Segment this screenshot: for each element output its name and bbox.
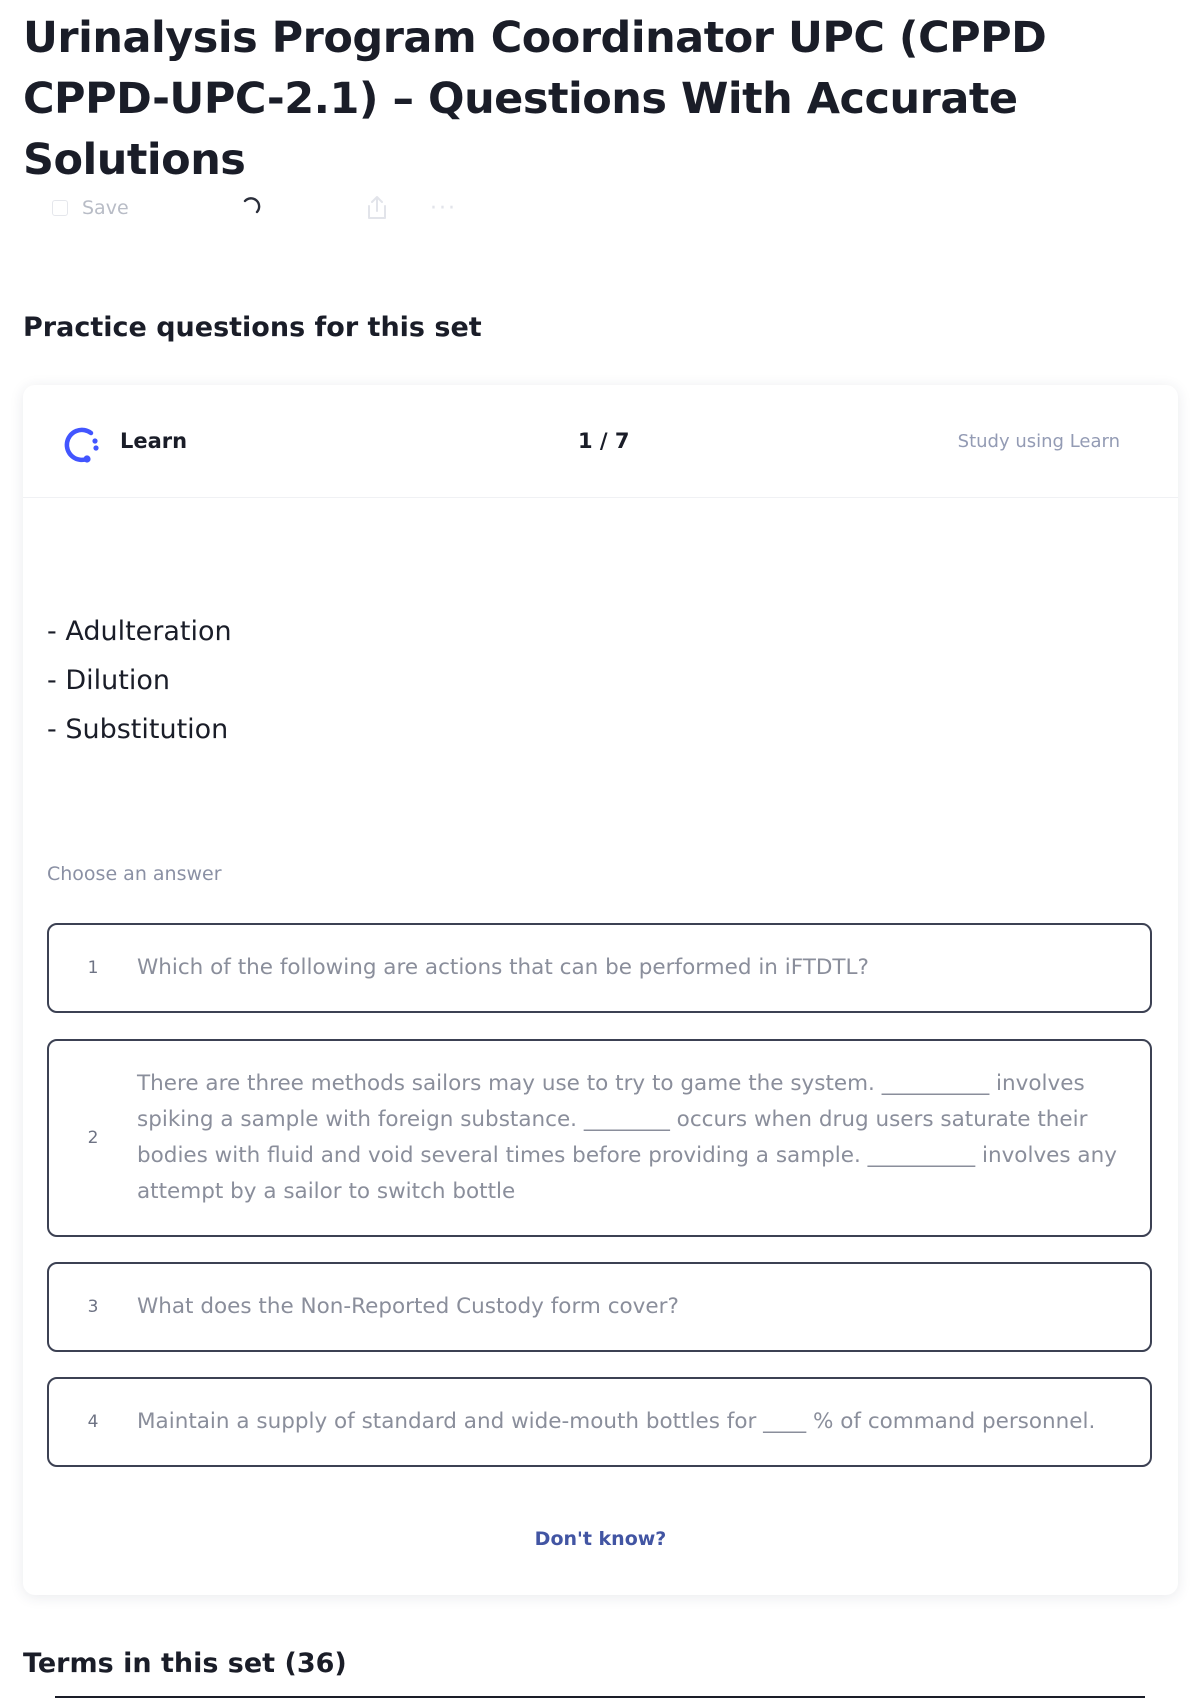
save-label: Save — [82, 197, 129, 219]
question-progress: 1 / 7 — [578, 429, 630, 453]
answer-option-3[interactable] — [47, 1262, 1152, 1352]
save-checkbox-icon — [52, 200, 68, 216]
practice-card — [23, 385, 1178, 1595]
prompt-term: - Substitution — [47, 714, 229, 745]
study-using-learn-link[interactable]: Study using Learn — [957, 431, 1120, 452]
loading-spinner-icon — [240, 190, 264, 226]
answer-option-2[interactable] — [47, 1039, 1152, 1237]
learn-label: Learn — [120, 429, 188, 453]
option-number: 2 — [87, 1128, 99, 1148]
dont-know-button[interactable]: Don't know? — [534, 1528, 667, 1550]
page-title: Urinalysis Program Coordinator UPC (CPPD CPPD-UPC-2.1) – Questions With Accurate Solutions — [23, 13, 1047, 185]
prompt-terms — [47, 607, 232, 754]
practice-card-header — [23, 385, 1178, 498]
answer-option-1[interactable] — [47, 923, 1152, 1013]
choose-answer-label: Choose an answer — [47, 863, 222, 885]
learn-icon — [61, 424, 103, 466]
option-number: 1 — [87, 958, 99, 978]
more-options-icon[interactable]: ··· — [430, 195, 457, 221]
practice-heading: Practice questions for this set — [23, 312, 482, 343]
option-text: What does the Non-Reported Custody form cover? — [137, 1294, 679, 1319]
answer-option-4[interactable] — [47, 1377, 1152, 1467]
prompt-term: - Adulteration — [47, 616, 232, 647]
save-button[interactable] — [52, 190, 129, 226]
option-text: There are three methods sailors may use to try to game the system. __________ involves spiking a sample with foreign substance. ________ occurs when drug users saturate their bodies with fluid and void several times before providing a sample. __________ involves any attempt by a sailor to switch bottle — [137, 1071, 1117, 1204]
set-toolbar — [52, 190, 512, 226]
option-text: Which of the following are actions that can be performed in iFTDTL? — [137, 955, 869, 980]
terms-divider — [55, 1696, 1145, 1698]
option-text: Maintain a supply of standard and wide-mouth bottles for ____ % of command personnel. — [137, 1409, 1096, 1434]
share-icon[interactable] — [364, 190, 390, 226]
terms-heading: Terms in this set (36) — [23, 1648, 347, 1679]
option-number: 3 — [87, 1297, 99, 1317]
prompt-term: - Dilution — [47, 665, 170, 696]
option-number: 4 — [87, 1412, 99, 1432]
